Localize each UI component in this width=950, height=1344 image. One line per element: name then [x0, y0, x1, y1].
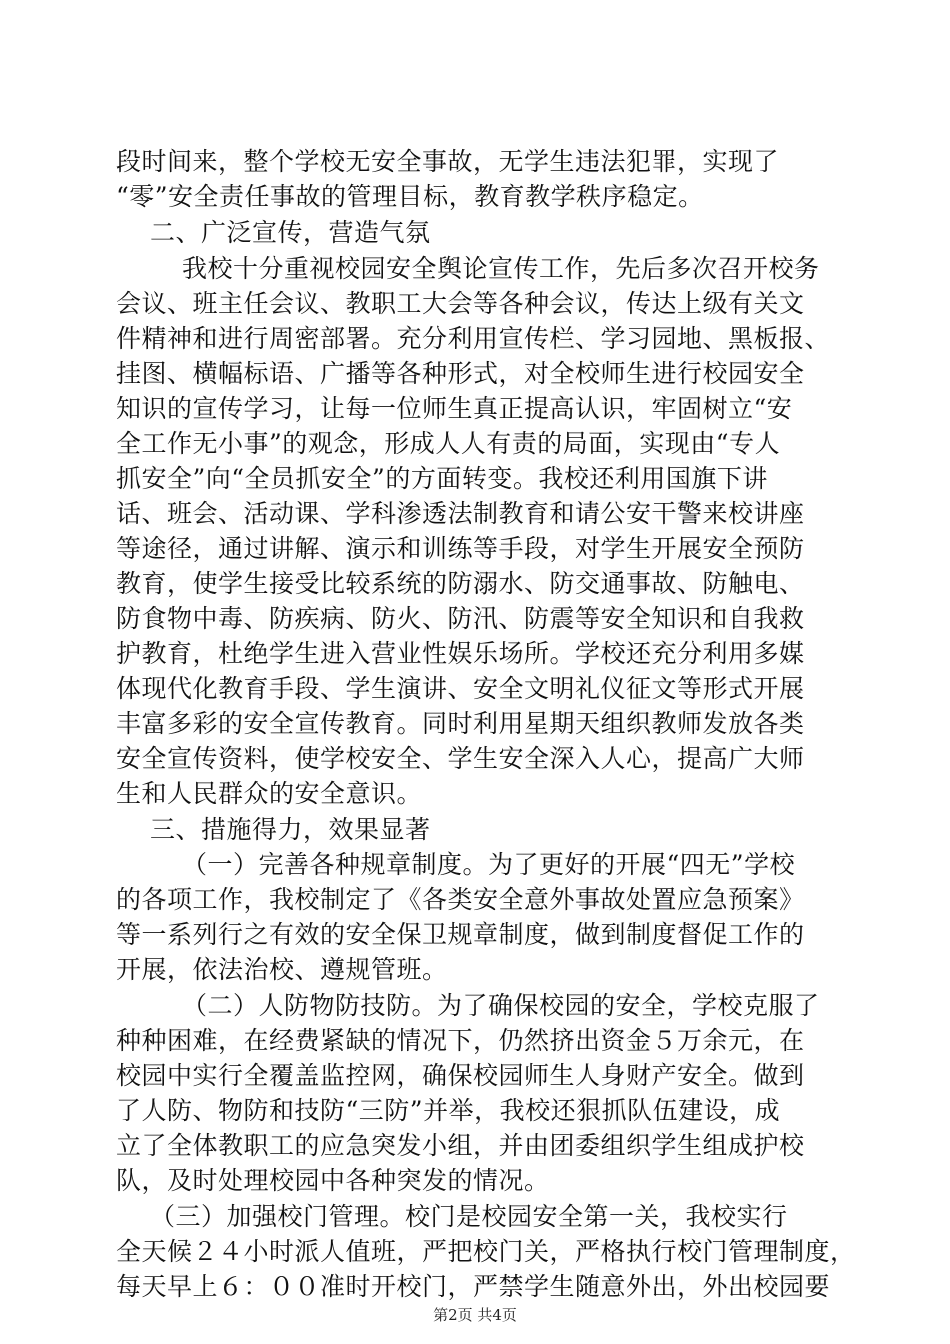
text-line: 护教育，杜绝学生进入营业性娱乐场所。学校还充分利用多媒 [116, 639, 805, 668]
text-line: 二、广泛宣传，营造气氛 [150, 218, 431, 247]
text-line: 教育，使学生接受比较系统的防溺水、防交通事故、防触电、 [116, 569, 805, 598]
page-footer: 第2页 共4页 [433, 1306, 517, 1324]
text-line: 全工作无小事”的观念，形成人人有责的局面，实现由“专人 [116, 429, 781, 458]
text-line: 了人防、物防和技防“三防”并举，我校还狠抓队伍建设，成 [116, 1096, 781, 1125]
text-line: 安全宣传资料，使学校安全、学生安全深入人心，提高广大师 [116, 744, 805, 773]
text-line: 校园中实行全覆盖监控网，确保校园师生人身财产安全。做到 [116, 1061, 805, 1090]
text-line: “零”安全责任事故的管理目标，教育教学秩序稳定。 [116, 182, 704, 211]
text-line: 件精神和进行周密部署。充分利用宣传栏、学习园地、黑板报、 [116, 324, 831, 353]
text-line: 我校十分重视校园安全舆论宣传工作，先后多次召开校务 [182, 254, 820, 283]
text-line: 挂图、横幅标语、广播等各种形式，对全校师生进行校园安全 [116, 359, 805, 388]
text-line: 每天早上６：００准时开校门，严禁学生随意外出，外出校园要 [116, 1272, 831, 1301]
text-line: （一）完善各种规章制度。为了更好的开展“四无”学校 [182, 850, 796, 879]
text-line: 段时间来，整个学校无安全事故，无学生违法犯罪，实现了 [116, 147, 780, 176]
text-line: 队，及时处理校园中各种突发的情况。 [116, 1166, 550, 1195]
text-line: 等途径，通过讲解、演示和训练等手段，对学生开展安全预防 [116, 534, 805, 563]
text-line: （二）人防物防技防。为了确保校园的安全，学校克服了 [182, 991, 820, 1020]
text-line: 会议、班主任会议、教职工大会等各种会议，传达上级有关文 [116, 289, 805, 318]
text-line: 体现代化教育手段、学生演讲、安全文明礼仪征文等形式开展 [116, 674, 805, 703]
text-line: 知识的宣传学习，让每一位师生真正提高认识，牢固树立“安 [116, 394, 793, 423]
text-line: 话、班会、活动课、学科渗透法制教育和请公安干警来校讲座 [116, 499, 805, 528]
text-line: 防食物中毒、防疾病、防火、防汛、防震等安全知识和自我救 [116, 604, 805, 633]
text-line: 立了全体教职工的应急突发小组，并由团委组织学生组成护校 [116, 1131, 805, 1160]
text-line: 丰富多彩的安全宣传教育。同时利用星期天组织教师发放各类 [116, 709, 805, 738]
text-line: （三）加强校门管理。校门是校园安全第一关，我校实行 [150, 1202, 788, 1231]
text-line: 种种困难，在经费紧缺的情况下，仍然挤出资金５万余元，在 [116, 1026, 805, 1055]
text-line: 的各项工作，我校制定了《各类安全意外事故处置应急预案》 [116, 885, 805, 914]
text-line: 开展，依法治校、遵规管班。 [116, 955, 448, 984]
text-line: 等一系列行之有效的安全保卫规章制度，做到制度督促工作的 [116, 920, 805, 949]
text-line: 生和人民群众的安全意识。 [116, 779, 423, 808]
text-line: 三、措施得力，效果显著 [150, 815, 431, 844]
text-line: 抓安全”向“全员抓安全”的方面转变。我校还利用国旗下讲 [116, 464, 768, 493]
text-line: 全天候２４小时派人值班，严把校门关，严格执行校门管理制度， [116, 1237, 856, 1266]
